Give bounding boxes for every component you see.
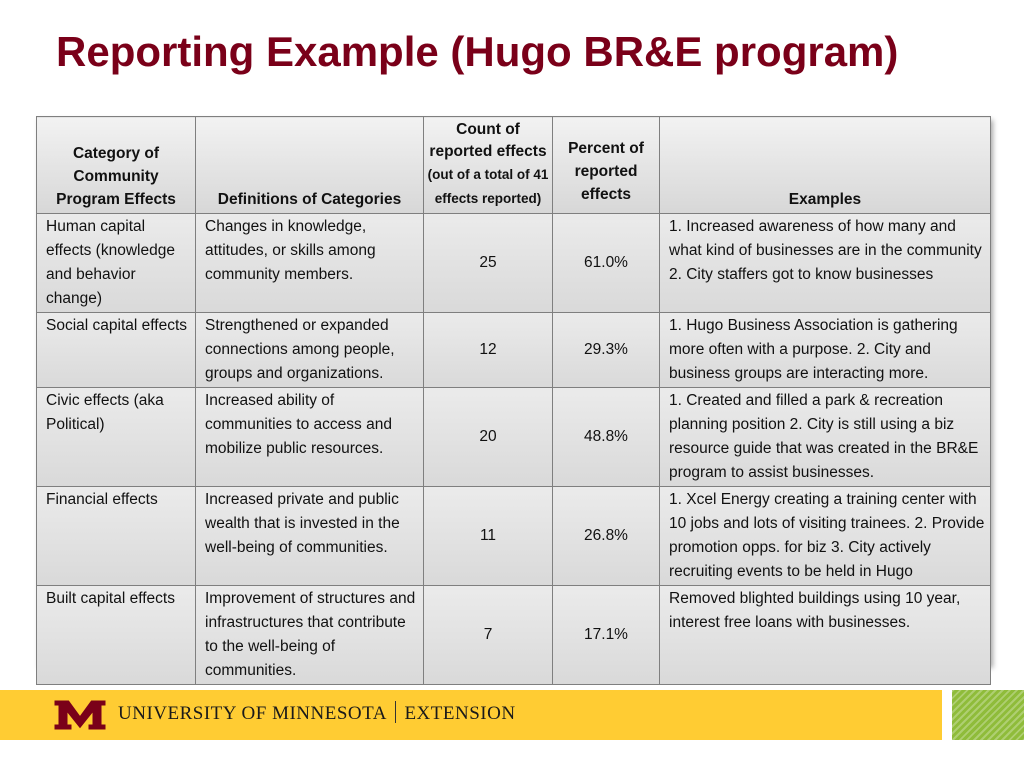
cell-category: Financial effects bbox=[37, 487, 196, 586]
header-percent: Percent of reported effects bbox=[553, 117, 660, 214]
header-count-note: (out of a total of 41 effects reported) bbox=[427, 167, 549, 206]
header-definitions: Definitions of Categories bbox=[196, 117, 424, 214]
footer-university-name: UNIVERSITY OF MINNESOTA bbox=[118, 703, 387, 724]
footer-unit-name: EXTENSION bbox=[404, 703, 516, 724]
table-row bbox=[37, 313, 991, 388]
table-row bbox=[37, 214, 991, 313]
table-header-row bbox=[37, 117, 991, 214]
table-row bbox=[37, 388, 991, 487]
cell-definition: Increased private and public wealth that is invested in the well-being of communities. bbox=[196, 487, 424, 586]
cell-examples: 1. Hugo Business Association is gathering more often with a purpose. 2. City and business groups are interacting more. bbox=[660, 313, 991, 388]
cell-percent: 29.3% bbox=[553, 313, 660, 388]
cell-definition: Changes in knowledge, attitudes, or skills among community members. bbox=[196, 214, 424, 313]
cell-definition: Strengthened or expanded connections among people, groups and organizations. bbox=[196, 313, 424, 388]
header-category: Category of Community Program Effects bbox=[37, 117, 196, 214]
cell-count: 25 bbox=[424, 214, 553, 313]
cell-examples: 1. Created and filled a park & recreation planning position 2. City is still using a biz resource guide that was created in the BR&E program to assist businesses. bbox=[660, 388, 991, 487]
header-count bbox=[424, 117, 553, 214]
cell-examples: 1. Increased awareness of how many and what kind of businesses are in the community 2. City staffers got to know businesses bbox=[660, 214, 991, 313]
decorative-green-square bbox=[952, 690, 1024, 740]
footer-separator bbox=[395, 701, 397, 723]
cell-percent: 61.0% bbox=[553, 214, 660, 313]
cell-count: 12 bbox=[424, 313, 553, 388]
cell-count: 20 bbox=[424, 388, 553, 487]
header-examples: Examples bbox=[660, 117, 991, 214]
cell-definition: Improvement of structures and infrastructures that contribute to the well-being of communities. bbox=[196, 586, 424, 685]
cell-percent: 48.8% bbox=[553, 388, 660, 487]
footer-wordmark bbox=[118, 701, 516, 725]
header-count-main: Count of reported effects bbox=[429, 121, 547, 160]
effects-table-container bbox=[36, 116, 990, 679]
cell-percent: 17.1% bbox=[553, 586, 660, 685]
slide-title: Reporting Example (Hugo BR&E program) bbox=[56, 28, 899, 75]
cell-definition: Increased ability of communities to access and mobilize public resources. bbox=[196, 388, 424, 487]
effects-table bbox=[36, 116, 991, 685]
cell-category: Social capital effects bbox=[37, 313, 196, 388]
cell-count: 11 bbox=[424, 487, 553, 586]
cell-category: Civic effects (aka Political) bbox=[37, 388, 196, 487]
cell-category: Built capital effects bbox=[37, 586, 196, 685]
table-row bbox=[37, 487, 991, 586]
cell-examples: Removed blighted buildings using 10 year, interest free loans with businesses. bbox=[660, 586, 991, 685]
cell-percent: 26.8% bbox=[553, 487, 660, 586]
footer-bar bbox=[0, 690, 942, 740]
cell-category: Human capital effects (knowledge and behavior change) bbox=[37, 214, 196, 313]
university-m-logo-icon bbox=[52, 698, 108, 732]
cell-count: 7 bbox=[424, 586, 553, 685]
cell-examples: 1. Xcel Energy creating a training center with 10 jobs and lots of visiting trainees. 2. Provide promotion opps. for biz 3. City actively recruiting events to be held in Hugo bbox=[660, 487, 991, 586]
table-row bbox=[37, 586, 991, 685]
